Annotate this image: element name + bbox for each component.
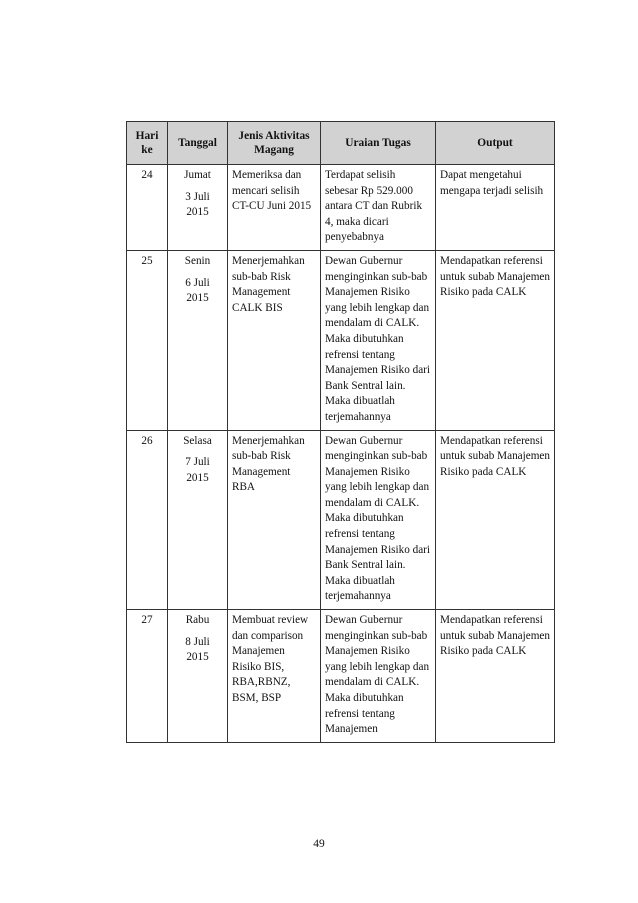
date-cell [168, 165, 228, 251]
day-number-cell: 26 [127, 430, 168, 610]
output-cell: Mendapatkan referensi untuk subab Manajemen Risiko pada CALK [436, 250, 555, 430]
weekday-text: Jumat [184, 169, 211, 181]
date-text: 3 Juli 2015 [185, 190, 210, 219]
header-task-description: Uraian Tugas [321, 122, 436, 165]
header-activity-type: Jenis Aktivitas Magang [228, 122, 321, 165]
date-text: 7 Juli 2015 [185, 456, 210, 484]
weekday-text: Rabu [185, 614, 210, 627]
task-cell: Dewan Gubernur menginginkan sub-bab Manajemen Risiko yang lebih lengkap dan mendalam di CALK. Maka dibutuhkan refrensi tentang Manajemen [321, 610, 436, 743]
date-text: 8 Juli 2015 [185, 635, 210, 664]
header-output: Output [436, 122, 555, 165]
table-row [127, 250, 555, 430]
weekday-text: Senin [184, 254, 211, 267]
weekday-text: Selasa [183, 434, 212, 447]
table-row [127, 165, 555, 251]
header-day-number: Hari ke [127, 122, 168, 165]
table-header-row [127, 122, 555, 165]
output-cell: Mendapatkan referensi untuk subab Manajemen Risiko pada CALK [436, 610, 555, 743]
day-number-cell: 24 [127, 165, 168, 251]
day-number-cell: 27 [127, 610, 168, 743]
task-cell: Terdapat selisih sebesar Rp 529.000 antara CT dan Rubrik 4, maka dicari penyebabnya [321, 165, 436, 251]
header-date: Tanggal [168, 122, 228, 165]
activity-cell: Menerjemahkan sub-bab Risk Management RBA [228, 430, 321, 610]
activity-cell: Membuat review dan comparison Manajemen Risiko BIS, RBA,RBNZ, BSM, BSP [228, 610, 321, 743]
task-cell: Dewan Gubernur menginginkan sub-bab Manajemen Risiko yang lebih lengkap dan mendalam di CALK. Maka dibutuhkan refrensi tentang Manajemen Risiko dari Bank Sentral lain. Maka dibuatlah terjemahannya [321, 250, 436, 430]
output-cell: Dapat mengetahui mengapa terjadi selisih [436, 165, 555, 251]
activity-cell: Menerjemahkan sub-bab Risk Management CALK BIS [228, 250, 321, 430]
date-cell [168, 610, 228, 743]
task-cell: Dewan Gubernur menginginkan sub-bab Manajemen Risiko yang lebih lengkap dan mendalam di CALK. Maka dibutuhkan refrensi tentang Manajemen Risiko dari Bank Sentral lain. Maka dibuatlah terjemahannya [321, 430, 436, 610]
activity-cell: Memeriksa dan mencari selisih CT-CU Juni 2015 [228, 165, 321, 251]
page-number: 49 [313, 838, 325, 850]
output-cell: Mendapatkan referensi untuk subab Manajemen Risiko pada CALK [436, 430, 555, 610]
day-number-cell: 25 [127, 250, 168, 430]
date-text: 6 Juli 2015 [185, 276, 210, 305]
table-row [127, 610, 555, 743]
table-row [127, 430, 555, 610]
date-cell [168, 250, 228, 430]
internship-activity-table [126, 121, 555, 743]
date-cell [168, 430, 228, 610]
